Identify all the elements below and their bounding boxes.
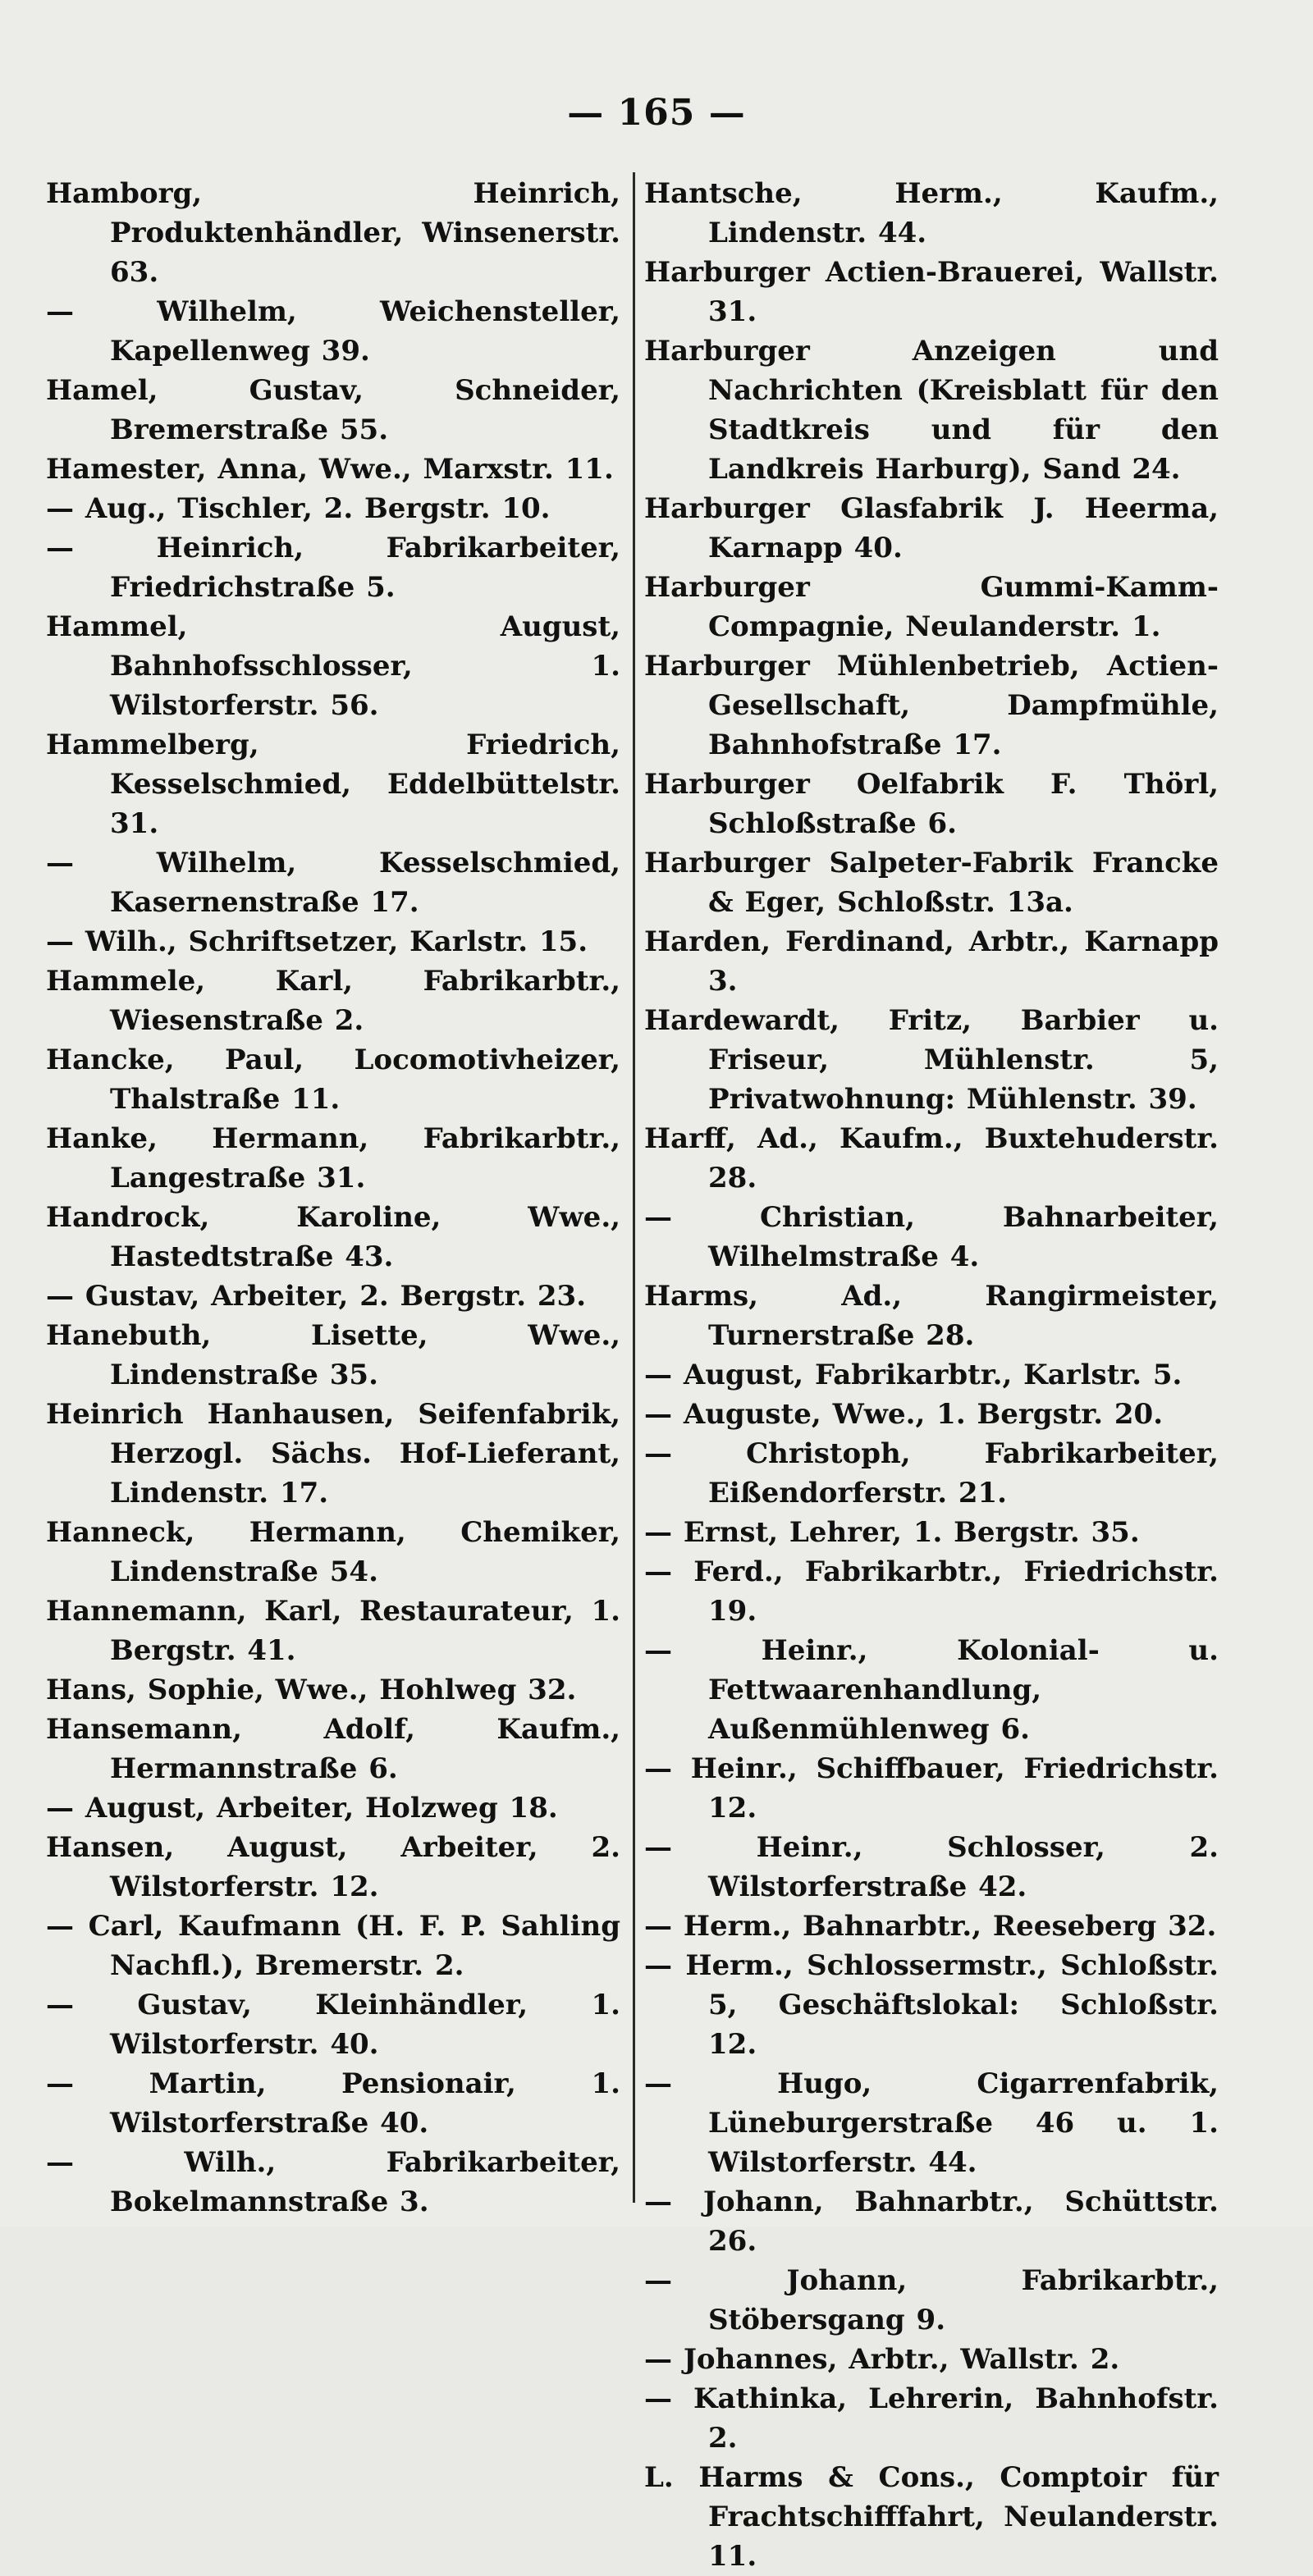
directory-entry: Harff, Ad., Kaufm., Buxtehuderstr. 28. [644,1122,1219,1194]
directory-entry: Harburger Anzeigen und Nachrichten (Kreisblatt für den Stadtkreis und für den Landkreis Harburg), Sand 24. [644,335,1219,486]
directory-entry: Hanneck, Hermann, Chemiker, Lindenstraße 54. [46,1516,620,1588]
directory-entry: Hancke, Paul, Locomotivheizer, Thalstraße 11. [46,1044,620,1116]
directory-entry: — Christian, Bahnarbeiter, Wilhelmstraße 4. [644,1201,1219,1273]
directory-entry: — Wilhelm, Kesselschmied, Kasernenstraße 17. [46,847,620,919]
directory-entry: L. Harms & Cons., Comptoir für Frachtschifffahrt, Neulanderstr. 11. [644,2461,1219,2573]
directory-entry: — Johann, Bahnarbtr., Schüttstr. 26. [644,2185,1219,2258]
directory-entry: — Auguste, Wwe., 1. Bergstr. 20. [644,1398,1164,1431]
directory-entry: — August, Fabrikarbtr., Karlstr. 5. [644,1359,1183,1391]
directory-entry: Harden, Ferdinand, Arbtr., Karnapp 3. [644,925,1219,998]
directory-entry: Hannemann, Karl, Restaurateur, 1. Bergstr. 41. [46,1595,620,1667]
directory-entry: Hansen, August, Arbeiter, 2. Wilstorferstr. 12. [46,1831,620,1903]
directory-entry: — Ernst, Lehrer, 1. Bergstr. 35. [644,1516,1140,1549]
directory-entry: Hansemann, Adolf, Kaufm., Hermannstraße 6. [46,1713,620,1785]
directory-entry: — Heinr., Schiffbauer, Friedrichstr. 12. [644,1752,1219,1825]
directory-entry: Heinrich Hanhausen, Seifenfabrik, Herzogl. Sächs. Hof-Lieferant, Lindenstr. 17. [46,1398,620,1510]
left-column [46,174,620,2218]
directory-entry: Hammelberg, Friedrich, Kesselschmied, Eddelbüttelstr. 31. [46,728,620,840]
directory-entry: — Wilhelm, Weichensteller, Kapellenweg 39. [46,295,620,368]
directory-entry: Harburger Actien-Brauerei, Wallstr. 31. [644,256,1219,328]
directory-entry: Harburger Salpeter-Fabrik Francke & Eger, Schloßstr. 13a. [644,847,1219,919]
directory-entry: Hardewardt, Fritz, Barbier u. Friseur, Mühlenstr. 5, Privatwohnung: Mühlenstr. 39. [644,1004,1219,1116]
directory-entry: Hanke, Hermann, Fabrikarbtr., Langestraße 31. [46,1122,620,1194]
directory-entry: — Christoph, Fabrikarbeiter, Eißendorferstr. 21. [644,1437,1219,1510]
page-number: — 165 — [567,92,746,134]
directory-entry: — Carl, Kaufmann (H. F. P. Sahling Nachfl.), Bremerstr. 2. [46,1910,620,1982]
directory-entry: Hamborg, Heinrich, Produktenhändler, Winsenerstr. 63. [46,177,620,289]
directory-entry: Hanebuth, Lisette, Wwe., Lindenstraße 35. [46,1319,620,1391]
directory-entry: — Martin, Pensionair, 1. Wilstorferstraße 40. [46,2067,620,2140]
directory-entry: Hans, Sophie, Wwe., Hohlweg 32. [46,1674,577,1706]
right-column [644,174,1219,2573]
directory-entry: Harburger Mühlenbetrieb, Actien-Gesellschaft, Dampfmühle, Bahnhofstraße 17. [644,650,1219,761]
directory-entry: — Gustav, Kleinhändler, 1. Wilstorferstr. 40. [46,1989,620,2061]
directory-entry: — Gustav, Arbeiter, 2. Bergstr. 23. [46,1280,587,1313]
directory-entry: — Hugo, Cigarrenfabrik, Lüneburgerstraße 46 u. 1. Wilstorferstr. 44. [644,2067,1219,2179]
directory-entry: — Aug., Tischler, 2. Bergstr. 10. [46,492,551,525]
directory-entry: — Heinr., Kolonial- u. Fettwaarenhandlung, Außenmühlenweg 6. [644,1634,1219,1746]
directory-entry: — Wilh., Schriftsetzer, Karlstr. 15. [46,925,588,958]
directory-entry: Hammel, August, Bahnhofsschlosser, 1. Wilstorferstr. 56. [46,610,620,722]
directory-entry: Harms, Ad., Rangirmeister, Turnerstraße 28. [644,1280,1219,1352]
directory-entry: — Wilh., Fabrikarbeiter, Bokelmannstraße 3. [46,2146,620,2218]
directory-entry: — Heinrich, Fabrikarbeiter, Friedrichstraße 5. [46,532,620,604]
directory-entry: — Johannes, Arbtr., Wallstr. 2. [644,2343,1120,2376]
directory-entry: — Heinr., Schlosser, 2. Wilstorferstraße 42. [644,1831,1219,1903]
directory-entry: — August, Arbeiter, Holzweg 18. [46,1792,558,1825]
directory-entry: — Herm., Bahnarbtr., Reeseberg 32. [644,1910,1217,1943]
directory-entry: — Ferd., Fabrikarbtr., Friedrichstr. 19. [644,1555,1219,1628]
directory-entry: Harburger Gummi-Kamm-Compagnie, Neulanderstr. 1. [644,571,1219,643]
directory-entry: — Kathinka, Lehrerin, Bahnhofstr. 2. [644,2382,1219,2455]
column-divider [633,172,635,2203]
directory-entry: Harburger Oelfabrik F. Thörl, Schloßstraße 6. [644,768,1219,840]
directory-entry: Hantsche, Herm., Kaufm., Lindenstr. 44. [644,177,1219,249]
directory-entry: — Johann, Fabrikarbtr., Stöbersgang 9. [644,2264,1219,2336]
directory-entry: Harburger Glasfabrik J. Heerma, Karnapp 40. [644,492,1219,564]
directory-entry: — Herm., Schlossermstr., Schloßstr. 5, Geschäftslokal: Schloßstr. 12. [644,1949,1219,2061]
directory-entry: Hammele, Karl, Fabrikarbtr., Wiesenstraße 2. [46,965,620,1037]
directory-entry: Handrock, Karoline, Wwe., Hastedtstraße 43. [46,1201,620,1273]
directory-entry: Hamel, Gustav, Schneider, Bremerstraße 55. [46,374,620,446]
directory-entry: Hamester, Anna, Wwe., Marxstr. 11. [46,453,614,486]
